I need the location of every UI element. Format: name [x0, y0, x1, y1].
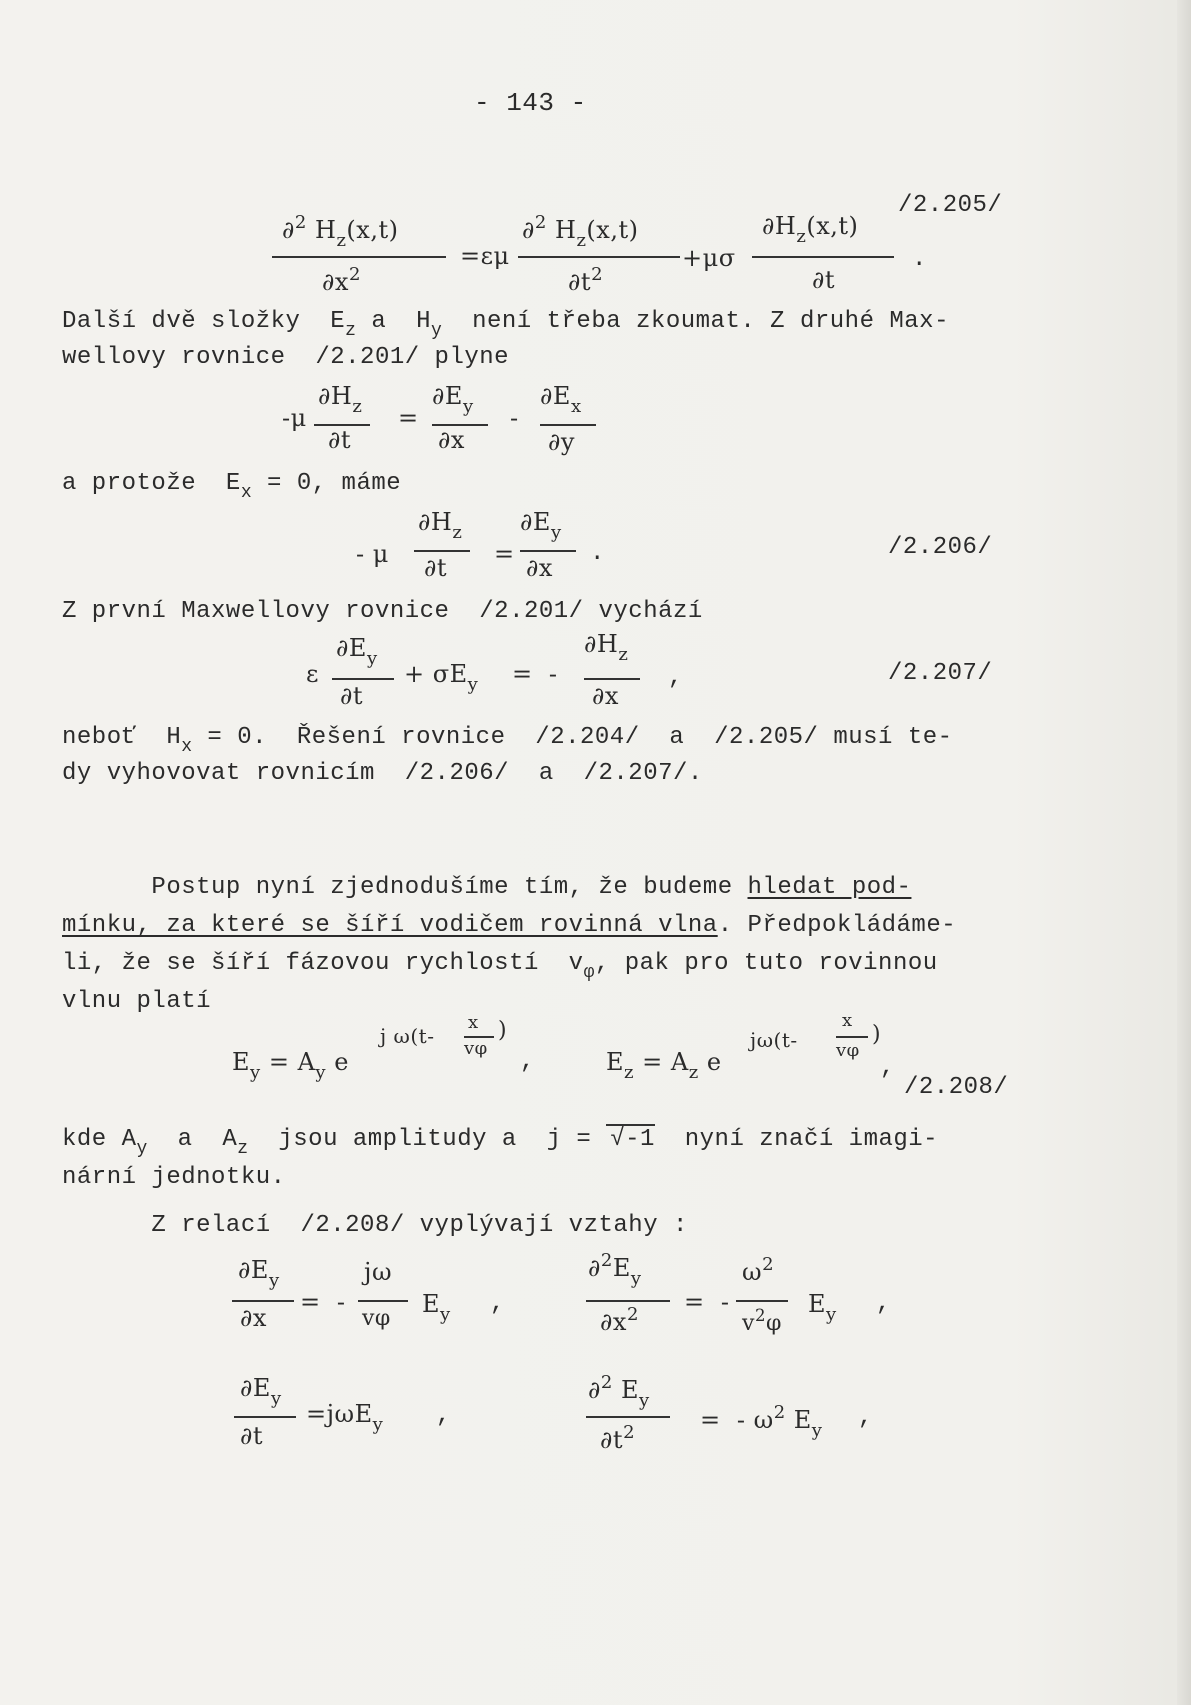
paragraph-line: Postup nyní zjednodušíme tím, že budeme hledat pod- — [62, 874, 912, 901]
paragraph-line: kde $A_y$ a $A_z$ jsou amplitudy a j = √-1 nyní značí imagi- — [62, 1126, 939, 1160]
paragraph-line: Z první Maxwellovy rovnice /2.201/ vychází — [62, 598, 703, 625]
equation-label-2-208: /2.208/ — [904, 1074, 1009, 1101]
equation-label-2-206: /2.206/ — [888, 534, 993, 561]
page-edge — [1177, 0, 1191, 1705]
paragraph-line: vlnu platí — [62, 988, 212, 1015]
paragraph-line: wellovy rovnice /2.201/ plyne — [62, 344, 510, 371]
equation-label-2-205: /2.205/ — [898, 192, 1003, 219]
paragraph-line: neboť $H_x = 0$. Řešení rovnice /2.204/ a /2.205/ musí te- — [62, 724, 953, 758]
paragraph-line: a protože $E_x = 0$, máme — [62, 470, 402, 504]
page-number: - 143 - — [474, 88, 587, 118]
equation-label-2-207: /2.207/ — [888, 660, 993, 687]
paragraph-line: mínku, za které se šíří vodičem rovinná vlna. Předpokládáme- — [62, 912, 957, 939]
paragraph-line: dy vyhovovat rovnicím /2.206/ a /2.207/. — [62, 760, 703, 787]
paragraph-line: Z relací /2.208/ vyplývají vztahy : — [62, 1212, 688, 1239]
paragraph-line: Další dvě složky $E_z$ a $H_y$ není třeba zkoumat. Z druhé Max- — [62, 308, 949, 342]
paragraph-line: nární jednotku. — [62, 1164, 286, 1191]
paragraph-line: li, že se šíří fázovou rychlostí $v_\varphi$, pak pro tuto rovinnou — [62, 950, 938, 984]
